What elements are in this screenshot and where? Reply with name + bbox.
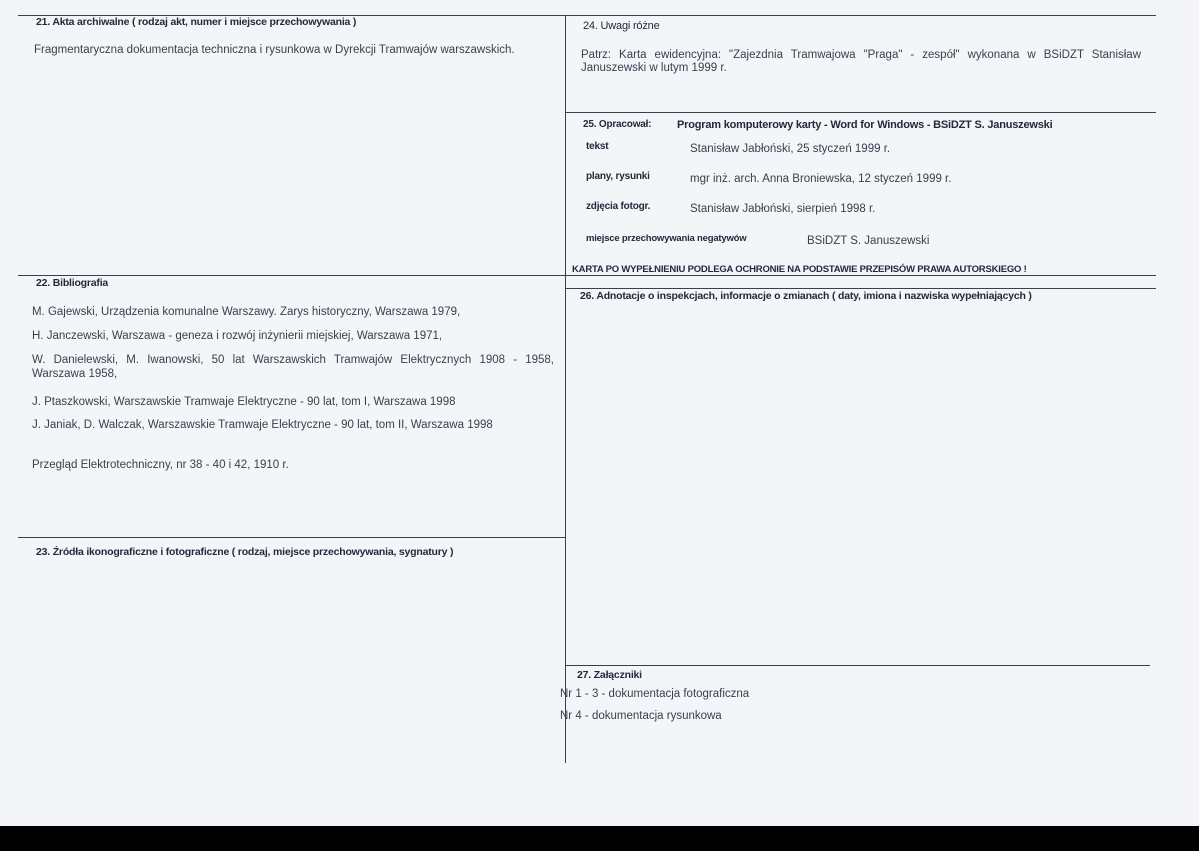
section-24-body: Patrz: Karta ewidencyjna: "Zajezdnia Tramwajowa "Praga" - zespół" wykonana w BSiDZT Stanisław Januszewski w lutym 1999 r. bbox=[581, 49, 1141, 74]
bibliography-item: W. Danielewski, M. Iwanowski, 50 lat Warszawskich Tramwajów Elektrycznych 1908 - 1958, Warszawa 1958, bbox=[32, 354, 554, 380]
bibliography-item: H. Janczewski, Warszawa - geneza i rozwój inżynierii miejskiej, Warszawa 1971, bbox=[32, 330, 443, 342]
section-24-header: 24. Uwagi różne bbox=[583, 20, 660, 32]
bibliography-item: J. Janiak, D. Walczak, Warszawskie Tramwaje Elektryczne - 90 lat, tom II, Warszawa 1998 bbox=[32, 419, 493, 431]
rule-section-25 bbox=[565, 112, 1156, 113]
author-row-value: mgr inż. arch. Anna Broniewska, 12 styczeń 1999 r. bbox=[690, 173, 952, 185]
author-row-label: plany, rysunki bbox=[586, 171, 650, 182]
rule-section-22-b bbox=[565, 288, 1156, 289]
author-row-value: Stanisław Jabłoński, 25 styczeń 1999 r. bbox=[690, 143, 891, 155]
rule-section-27 bbox=[565, 665, 1150, 666]
section-26-header: 26. Adnotacje o inspekcjach, informacje o zmianach ( daty, imiona i nazwiska wypełniających ) bbox=[580, 290, 1032, 302]
column-divider bbox=[565, 15, 566, 763]
bibliography-item: Przegląd Elektrotechniczny, nr 38 - 40 i 42, 1910 r. bbox=[32, 459, 289, 471]
rule-section-22 bbox=[18, 275, 1156, 276]
section-25-program: Program komputerowy karty - Word for Windows - BSiDZT S. Januszewski bbox=[677, 119, 1053, 131]
author-row-value: Stanisław Jabłoński, sierpień 1998 r. bbox=[690, 203, 876, 215]
bibliography-item: M. Gajewski, Urządzenia komunalne Warszawy. Zarys historyczny, Warszawa 1979, bbox=[32, 306, 461, 318]
copyright-notice: KARTA PO WYPEŁNIENIU PODLEGA OCHRONIE NA PODSTAWIE PRZEPISÓW PRAWA AUTORSKIEGO ! bbox=[572, 264, 1027, 275]
section-22-header: 22. Bibliografia bbox=[36, 277, 109, 289]
bibliography-item: J. Ptaszkowski, Warszawskie Tramwaje Elektryczne - 90 lat, tom I, Warszawa 1998 bbox=[32, 396, 456, 408]
author-row-label: miejsce przechowywania negatywów bbox=[586, 233, 747, 244]
section-25-label: 25. Opracował: bbox=[583, 119, 652, 130]
section-23-header: 23. Źródła ikonograficzne i fotograficzne ( rodzaj, miejsce przechowywania, sygnatury ) bbox=[36, 546, 454, 558]
author-row-label: zdjęcia fotogr. bbox=[586, 201, 651, 212]
section-21-header: 21. Akta archiwalne ( rodzaj akt, numer i miejsce przechowywania ) bbox=[36, 16, 357, 28]
author-row-value: BSiDZT S. Januszewski bbox=[807, 235, 930, 247]
author-row-label: tekst bbox=[586, 141, 609, 152]
rule-section-23 bbox=[18, 537, 565, 538]
attachment-item: Nr 1 - 3 - dokumentacja fotograficzna bbox=[560, 688, 750, 700]
section-21-body: Fragmentaryczna dokumentacja techniczna i rysunkowa w Dyrekcji Tramwajów warszawskich. bbox=[34, 44, 515, 56]
attachment-item: Nr 4 - dokumentacja rysunkowa bbox=[560, 710, 722, 722]
section-27-header: 27. Załączniki bbox=[577, 669, 642, 681]
